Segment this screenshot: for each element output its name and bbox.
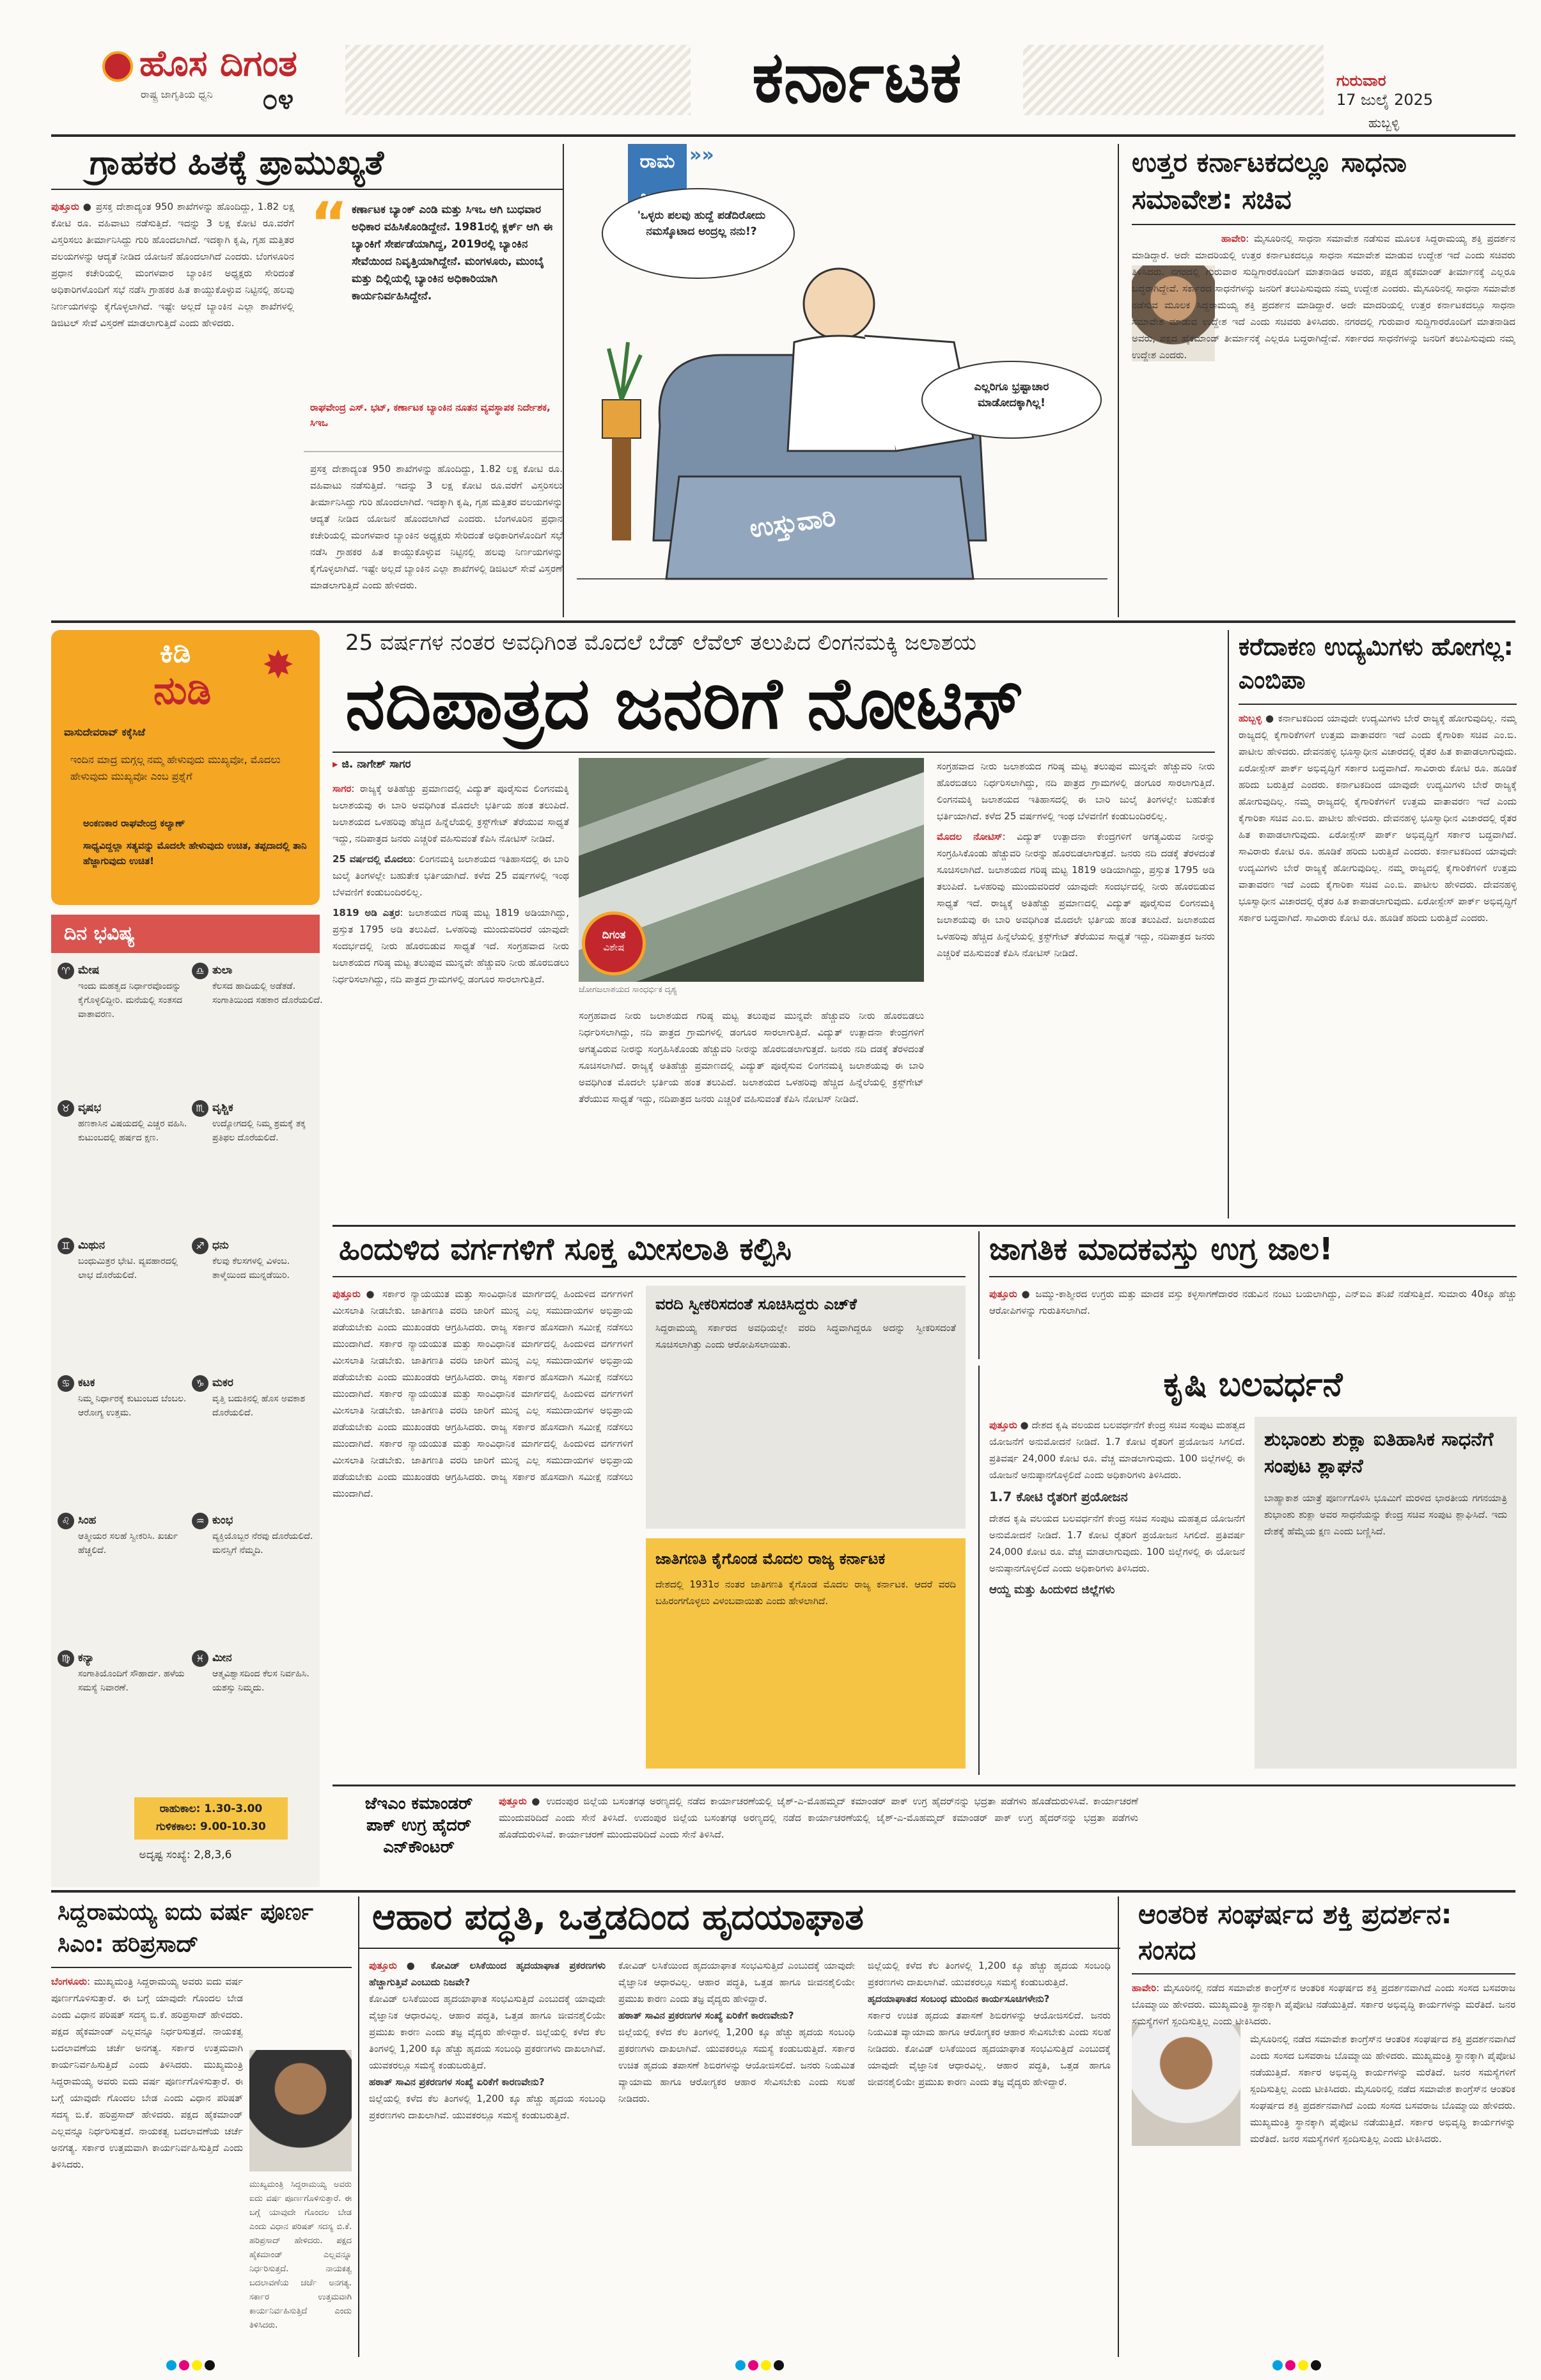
sign-name: ಧನು bbox=[212, 1239, 229, 1252]
byline bbox=[332, 758, 411, 771]
chevrons-icon: »» bbox=[689, 144, 714, 166]
dateline: ಹಾವೇರಿ bbox=[1132, 1982, 1157, 1994]
horoscope-sign bbox=[192, 1513, 323, 1557]
horoscope-sign bbox=[192, 1375, 323, 1420]
answer-1c: ಕೋವಿಡ್ ಲಸಿಕೆಯಿಂದ ಹೃದಯಾಘಾತ ಸಂಭವಿಸುತ್ತಿದೆ ಎಂಬುದಕ್ಕೆ ಯಾವುದೇ ವೈಜ್ಞಾನಿಕ ಆಧಾರವಿಲ್ಲ. ಆಹಾರ ಪದ್ಧತಿ, ಒತ್ತಡ ಹಾಗೂ ಜೀವನಶೈಲಿಯೇ ಪ್ರಮುಖ ಕಾರಣ ಎಂದು ತಜ್ಞ ವೈದ್ಯರು ಹೇಳಿದ್ದಾರೆ. bbox=[618, 1960, 855, 2005]
body-text-2: ಕರ್ನಾಟಕದಿಂದ ಯಾವುದೇ ಉದ್ಯಮಿಗಳು ಬೇರೆ ರಾಜ್ಯಕ್ಕೆ ಹೋಗುವುದಿಲ್ಲ. ನಮ್ಮ ರಾಜ್ಯದಲ್ಲಿ ಕೈಗಾರಿಕೆಗಳಿಗೆ ಉತ್ತಮ ವಾತಾವರಣ ಇದೆ ಎಂದು ಕೈಗಾರಿಕಾ ಸಚಿವ ಎಂ.ಬಿ. ಪಾಟೀಲ ಹೇಳಿದರು. ದೇವನಹಳ್ಳಿ ಭೂಸ್ವಾಧೀನ ವಿಚಾರದಲ್ಲಿ ರೈತರ ಹಿತ ಕಾಪಾಡಲಾಗುವುದು. ಏರೋಸ್ಪೇಸ್ ಪಾರ್ಕ್ ಅಭಿವೃದ್ಧಿಗೆ ಸರ್ಕಾರ ಬದ್ಧವಾಗಿದೆ. ಸಾವಿರಾರು ಕೋಟಿ ರೂ. ಹೂಡಿಕೆ ಹರಿದು ಬರುತ್ತಿದೆ ಎಂದರು. bbox=[1239, 779, 1517, 857]
horoscope-sign bbox=[58, 1650, 189, 1695]
zodiac-icon: ♍ bbox=[58, 1650, 74, 1667]
sign-header bbox=[58, 1513, 189, 1529]
horoscope-sign bbox=[58, 1375, 189, 1420]
story-body: ಹಾವೇರಿ: ಮೈಸೂರಿನಲ್ಲಿ ನಡೆದ ಸಮಾವೇಶ ಕಾಂಗ್ರೆಸ್‌ನ ಆಂತರಿಕ ಸಂಘರ್ಷದ ಶಕ್ತಿ ಪ್ರದರ್ಶನವಾಗಿದೆ ಎಂದು ಸಂಸದ ಬಸವರಾಜ ಬೊಮ್ಮಾಯಿ ಹೇಳಿದರು. ಮುಖ್ಯಮಂತ್ರಿ ಸ್ಥಾನಕ್ಕಾಗಿ ಪೈಪೋಟಿ ನಡೆಯುತ್ತಿದೆ. ಸರ್ಕಾರ ಅಭಿವೃದ್ಧಿ ಕಾರ್ಯಗಳನ್ನು ಮರೆತಿದೆ. ಜನರ ಸಮಸ್ಯೆಗಳಿಗೆ ಸ್ಪಂದಿಸುತ್ತಿಲ್ಲ ಎಂದು ಟೀಕಿಸಿದರು. bbox=[1132, 1982, 1515, 2027]
box2-body: ದೇಶದಲ್ಲಿ 1931ರ ನಂತರ ಜಾತಿಗಣತಿ ಕೈಗೊಂಡ ಮೊದಲ ರಾಜ್ಯ ಕರ್ನಾಟಕ. ಆದರೆ ವರದಿ ಬಹಿರಂಗಗೊಳ್ಳಲು ವಿಳಂಬವಾಯಿತು ಎಂದು ಹೇಳಲಾಗಿದೆ. bbox=[655, 1579, 956, 1607]
sign-header bbox=[192, 1375, 323, 1392]
sign-text: ಹಣಕಾಸಿನ ವಿಷಯದಲ್ಲಿ ಎಚ್ಚರ ವಹಿಸಿ. ಕುಟುಂಬದಲ್ಲಿ ಹರ್ಷದ ಕ್ಷಣ. bbox=[78, 1119, 187, 1143]
headline: ಆಂತರಿಕ ಸಂಘರ್ಷದ ಶಕ್ತಿ ಪ್ರದರ್ಶನ: ಸಂಸದ bbox=[1138, 1898, 1452, 1966]
kidi-author: ವಾಸುದೇವರಾವ್ ಕಕ್ಕೆಸಿಜೆ bbox=[64, 726, 145, 738]
lead-col-2 bbox=[579, 1007, 924, 1212]
special-badge bbox=[582, 911, 646, 975]
body-text-2: ಸರ್ಕಾರ ನ್ಯಾಯಯುತ ಮತ್ತು ಸಾಂವಿಧಾನಿಕ ಮಾರ್ಗದಲ್ಲಿ ಹಿಂದುಳಿದ ವರ್ಗಗಳಿಗೆ ಮೀಸಲಾತಿ ನೀಡಬೇಕು. ಜಾತಿಗಣತಿ ವರದಿ ಜಾರಿಗೆ ಮುನ್ನ ಎಲ್ಲ ಸಮುದಾಯಗಳ ಅಭಿಪ್ರಾಯ ಪಡೆಯಬೇಕು ಎಂದು ಮುಖಂಡರು ಆಗ್ರಹಿಸಿದರು. ರಾಜ್ಯ ಸರ್ಕಾರ ಹೊಸದಾಗಿ ಸಮೀಕ್ಷೆ ನಡೆಸಲು ಮುಂದಾಗಿದೆ. bbox=[332, 1338, 633, 1399]
byline-arrow-icon: ▸ bbox=[332, 758, 338, 771]
horoscope-sign bbox=[192, 1238, 323, 1282]
kidi-title-bottom: ನುಡಿ bbox=[153, 668, 212, 713]
dateline: ಪುತ್ತೂರು bbox=[499, 1795, 527, 1807]
badge-top: ದಿಗಂತ bbox=[602, 929, 626, 942]
body-text-3: ಸರ್ಕಾರ ನ್ಯಾಯಯುತ ಮತ್ತು ಸಾಂವಿಧಾನಿಕ ಮಾರ್ಗದಲ್ಲಿ ಹಿಂದುಳಿದ ವರ್ಗಗಳಿಗೆ ಮೀಸಲಾತಿ ನೀಡಬೇಕು. ಜಾತಿಗಣತಿ ವರದಿ ಜಾರಿಗೆ ಮುನ್ನ ಎಲ್ಲ ಸಮುದಾಯಗಳ ಅಭಿಪ್ರಾಯ ಪಡೆಯಬೇಕು ಎಂದು ಮುಖಂಡರು ಆಗ್ರಹಿಸಿದರು. ರಾಜ್ಯ ಸರ್ಕಾರ ಹೊಸದಾಗಿ ಸಮೀಕ್ಷೆ ನಡೆಸಲು ಮುಂದಾಗಿದೆ. bbox=[332, 1388, 633, 1449]
zodiac-icon: ♉ bbox=[58, 1100, 74, 1117]
body-text-2: ದೇಶದ ಕೃಷಿ ವಲಯದ ಬಲವರ್ಧನೆಗೆ ಕೇಂದ್ರ ಸಚಿವ ಸಂಪುಟ ಮಹತ್ವದ ಯೋಜನೆಗೆ ಅನುಮೋದನೆ ನೀಡಿದೆ. 1.7 ಕೋಟಿ ರೈತರಿಗೆ ಪ್ರಯೋಜನ ಸಿಗಲಿದೆ. ಪ್ರತಿವರ್ಷ 24,000 ಕೋಟಿ ರೂ. ವೆಚ್ಚ ಮಾಡಲಾಗುವುದು. 100 ಜಿಲ್ಲೆಗಳಲ್ಲಿ ಈ ಯೋಜನೆ ಅನುಷ್ಠಾನಗೊಳ್ಳಲಿದೆ ಎಂದು ಅಧಿಕಾರಿಗಳು ತಿಳಿಸಿದರು. bbox=[989, 1513, 1245, 1574]
body5a: ವಿದ್ಯುತ್ ಉತ್ಪಾದನಾ ಕೇಂದ್ರಗಳಿಗೆ ಅಗತ್ಯವಿರುವ ನೀರನ್ನು ಸಂಗ್ರಹಿಸಿಕೊಂಡು ಹೆಚ್ಚುವರಿ ನೀರನ್ನು ಹೊರಬಿಡಲಾಗುತ್ತದೆ. ಜನರು ನದಿ ದಡಕ್ಕೆ ತೆರಳದಂತೆ ಸೂಚಿಸಲಾಗಿದೆ. bbox=[579, 1027, 924, 1071]
heart-col-2 bbox=[618, 1957, 855, 2347]
headline: ಗ್ರಾಹಕರ ಹಿತಕ್ಕೆ ಪ್ರಾಮುಖ್ಯತೆ bbox=[90, 144, 384, 182]
registration-marks-center bbox=[735, 2360, 786, 2373]
box-report bbox=[646, 1286, 966, 1529]
story-body-cont: ಪ್ರಸಕ್ತ ದೇಶಾದ್ಯಂತ 950 ಶಾಖೆಗಳನ್ನು ಹೊಂದಿದ್ದು, 1.82 ಲಕ್ಷ ಕೋಟಿ ರೂ. ವಹಿವಾಟು ನಡೆಸುತ್ತಿದೆ. ಇದನ್ನು 3 ಲಕ್ಷ ಕೋಟಿ ರೂ.ವರೆಗೆ ವಿಸ್ತರಿಸಲು ತೀರ್ಮಾನಿಸಿದ್ದು ಗುರಿ ಹೊಂದಲಾಗಿದೆ. ಇದಕ್ಕಾಗಿ ಕೃಷಿ, ಗೃಹ ಮತ್ತಿತರ ವಲಯಗಳನ್ನು ಆದ್ಯತೆ ನೀಡಿದ ಯೋಜನೆ ಹೊಂದಲಾಗಿದೆ ಎಂದರು. ಬೆಂಗಳೂರಿನ ಪ್ರಧಾನ ಕಚೇರಿಯಲ್ಲಿ ಮಂಗಳವಾರ ಬ್ಯಾಂಕಿನ ಅಧ್ಯಕ್ಷರು ಸೇರಿದಂತೆ ಅಧಿಕಾರಿಗಳೊಂದಿಗೆ ಸಭೆ ನಡೆಸಿ ಗ್ರಾಹಕರ ಹಿತ ಕಾಯ್ದುಕೊಳ್ಳುವ ನಿಟ್ಟಿನಲ್ಲಿ ಹಲವು ನಿರ್ಣಯಗಳನ್ನು ಕೈಗೊಳ್ಳಲಾಗಿದೆ. ಇಷ್ಟೇ ಅಲ್ಲದೆ ಬ್ಯಾಂಕಿನ ಎಲ್ಲಾ ಶಾಖೆಗಳಲ್ಲಿ ಡಿಜಿಟಲ್ ಸೇವೆ ವಿಸ್ತರಣೆ ಮಾಡಲಾಗುತ್ತಿದೆ ಎಂದು ಹೇಳಿದರು. bbox=[310, 463, 563, 591]
story-body: ಹುಬ್ಬಳ್ಳಿ ● ಕರ್ನಾಟಕದಿಂದ ಯಾವುದೇ ಉದ್ಯಮಿಗಳು ಬೇರೆ ರಾಜ್ಯಕ್ಕೆ ಹೋಗುವುದಿಲ್ಲ. ನಮ್ಮ ರಾಜ್ಯದಲ್ಲಿ ಕೈಗಾರಿಕೆಗಳಿಗೆ ಉತ್ತಮ ವಾತಾವರಣ ಇದೆ ಎಂದು ಕೈಗಾರಿಕಾ ಸಚಿವ ಎಂ.ಬಿ. ಪಾಟೀಲ ಹೇಳಿದರು. ದೇವನಹಳ್ಳಿ ಭೂಸ್ವಾಧೀನ ವಿಚಾರದಲ್ಲಿ ರೈತರ ಹಿತ ಕಾಪಾಡಲಾಗುವುದು. ಏರೋಸ್ಪೇಸ್ ಪಾರ್ಕ್ ಅಭಿವೃದ್ಧಿಗೆ ಸರ್ಕಾರ ಬದ್ಧವಾಗಿದೆ. ಸಾವಿರಾರು ಕೋಟಿ ರೂ. ಹೂಡಿಕೆ ಹರಿದು ಬರುತ್ತಿದೆ ಎಂದರು. ಕರ್ನಾಟಕದಿಂದ ಯಾವುದೇ ಉದ್ಯಮಿಗಳು ಬೇರೆ ರಾಜ್ಯಕ್ಕೆ ಹೋಗುವುದಿಲ್ಲ. ನಮ್ಮ ರಾಜ್ಯದಲ್ಲಿ ಕೈಗಾರಿಕೆಗಳಿಗೆ ಉತ್ತಮ ವಾತಾವರಣ ಇದೆ ಎಂದು ಕೈಗಾರಿಕಾ ಸಚಿವ ಎಂ.ಬಿ. ಪಾಟೀಲ ಹೇಳಿದರು. ದೇವನಹಳ್ಳಿ ಭೂಸ್ವಾಧೀನ ವಿಚಾರದಲ್ಲಿ ರೈತರ ಹಿತ ಕಾಪಾಡಲಾಗುವುದು. ಏರೋಸ್ಪೇಸ್ ಪಾರ್ಕ್ ಅಭಿವೃದ್ಧಿಗೆ ಸರ್ಕಾರ ಬದ್ಧವಾಗಿದೆ. ಸಾವಿರಾರು ಕೋಟಿ ರೂ. ಹೂಡಿಕೆ ಹರಿದು ಬರುತ್ತಿದೆ ಎಂದರು. ಕರ್ನಾಟಕದಿಂದ ಯಾವುದೇ ಉದ್ಯಮಿಗಳು ಬೇರೆ ರಾಜ್ಯಕ್ಕೆ ಹೋಗುವುದಿಲ್ಲ. ನಮ್ಮ ರಾಜ್ಯದಲ್ಲಿ ಕೈಗಾರಿಕೆಗಳಿಗೆ ಉತ್ತಮ ವಾತಾವರಣ ಇದೆ ಎಂದು ಕೈಗಾರಿಕಾ ಸಚಿವ ಎಂ.ಬಿ. ಪಾಟೀಲ ಹೇಳಿದರು. ದೇವನಹಳ್ಳಿ ಭೂಸ್ವಾಧೀನ ವಿಚಾರದಲ್ಲಿ ರೈತರ ಹಿತ ಕಾಪಾಡಲಾಗುವುದು. ಏರೋಸ್ಪೇಸ್ ಪಾರ್ಕ್ ಅಭಿವೃದ್ಧಿಗೆ ಸರ್ಕಾರ ಬದ್ಧವಾಗಿದೆ. ಸಾವಿರಾರು ಕೋಟಿ ರೂ. ಹೂಡಿಕೆ ಹರಿದು ಬರುತ್ತಿದೆ ಎಂದರು. bbox=[1239, 713, 1517, 924]
sign-header bbox=[192, 1100, 323, 1117]
side-title: ಶುಭಾಂಶು ಶುಕ್ಲಾ ಐತಿಹಾಸಿಕ ಸಾಧನೆಗೆ ಸಂಪುಟ ಶ್ಲಾಘನೆ bbox=[1264, 1428, 1494, 1478]
heart-col-3 bbox=[868, 1957, 1111, 2347]
body-text-2: ಮುಖ್ಯಮಂತ್ರಿ ಸಿದ್ದರಾಮಯ್ಯ ಅವರು ಐದು ವರ್ಷ ಪೂರ್ಣಗೊಳಿಸುತ್ತಾರೆ. ಈ ಬಗ್ಗೆ ಯಾವುದೇ ಗೊಂದಲ ಬೇಡ ಎಂದು ವಿಧಾನ ಪರಿಷತ್ ಸದಸ್ಯ ಬಿ.ಕೆ. ಹರಿಪ್ರಸಾದ್ ಹೇಳಿದರು. ಪಕ್ಷದ ಹೈಕಮಾಂಡ್ ಎಲ್ಲವನ್ನೂ ನಿರ್ಧರಿಸುತ್ತದೆ. ನಾಯಕತ್ವ ಬದಲಾವಣೆಯ ಚರ್ಚೆ ಅನಗತ್ಯ. ಸರ್ಕಾರ ಉತ್ತಮವಾಗಿ ಕಾರ್ಯನಿರ್ವಹಿಸುತ್ತಿದೆ ಎಂದು ತಿಳಿಸಿದರು. bbox=[51, 2059, 243, 2170]
body2b: ಲಿಂಗನಮಕ್ಕಿ ಜಲಾಶಯದ ಇತಿಹಾಸದಲ್ಲಿ ಈ ಬಾರಿ ಜುಲೈ ತಿಂಗಳಲ್ಲೇ ಬಹುತೇಕ ಭರ್ತಿಯಾಗಿದೆ. ಕಳೆದ 25 ವರ್ಷಗಳಲ್ಲಿ ಇಂಥ ಬೆಳವಣಿಗೆ ಕಂಡುಬಂದಿರಲಿಲ್ಲ. bbox=[937, 794, 1215, 822]
body2: ಲಿಂಗನಮಕ್ಕಿ ಜಲಾಶಯದ ಇತಿಹಾಸದಲ್ಲಿ ಈ ಬಾರಿ ಜುಲೈ ತಿಂಗಳಲ್ಲೇ ಬಹುತೇಕ ಭರ್ತಿಯಾಗಿದೆ. ಕಳೆದ 25 ವರ್ಷಗಳಲ್ಲಿ ಇಂಥ ಬೆಳವಣಿಗೆ ಕಂಡುಬಂದಿರಲಿಲ್ಲ. bbox=[332, 853, 569, 898]
sign-name: ವೃಶ್ಚಿಕ bbox=[212, 1101, 233, 1114]
zodiac-icon: ♊ bbox=[58, 1238, 74, 1254]
shukla-box bbox=[1255, 1417, 1517, 1769]
dateline: ಪುತ್ತೂರು bbox=[989, 1288, 1017, 1300]
lucky-numbers: ಅದೃಷ್ಟ ಸಂಖ್ಯೆ: 2,8,3,6 bbox=[139, 1848, 232, 1861]
sign-text: ಆತ್ಮವಿಶ್ವಾಸದಿಂದ ಕೆಲಸ ನಿರ್ವಹಿಸಿ. ಯಶಸ್ಸು ನಿಮ್ಮದು. bbox=[212, 1669, 309, 1693]
box1-body: ಸಿದ್ದರಾಮಯ್ಯ ಸರ್ಕಾರದ ಅವಧಿಯಲ್ಲೇ ವರದಿ ಸಿದ್ಧವಾಗಿದ್ದರೂ ಅದನ್ನು ಸ್ವೀಕರಿಸದಂತೆ ಸೂಚಿಸಲಾಗಿತ್ತು ಎಂದು ಆರೋಪಿಸಲಾಯಿತು. bbox=[655, 1322, 956, 1350]
answer-2: ಜಿಲ್ಲೆಯಲ್ಲಿ ಕಳೆದ ಕೆಲ ತಿಂಗಳಲ್ಲಿ 1,200 ಕ್ಕೂ ಹೆಚ್ಚು ಹೃದಯ ಸಂಬಂಧಿ ಪ್ರಕರಣಗಳು ದಾಖಲಾಗಿವೆ. ಯುವಕರಲ್ಲೂ ಸಮಸ್ಯೆ ಕಂಡುಬರುತ್ತಿದೆ. bbox=[369, 2093, 606, 2121]
body-text-3: ಮೈಸೂರಿನಲ್ಲಿ ನಡೆದ ಸಮಾವೇಶ ಕಾಂಗ್ರೆಸ್‌ನ ಆಂತರಿಕ ಸಂಘರ್ಷದ ಶಕ್ತಿ ಪ್ರದರ್ಶನವಾಗಿದೆ ಎಂದು ಸಂಸದ ಬಸವರಾಜ ಬೊಮ್ಮಾಯಿ ಹೇಳಿದರು. ಮುಖ್ಯಮಂತ್ರಿ ಸ್ಥಾನಕ್ಕಾಗಿ ಪೈಪೋಟಿ ನಡೆಯುತ್ತಿದೆ. ಸರ್ಕಾರ ಅಭಿವೃದ್ಧಿ ಕಾರ್ಯಗಳನ್ನು ಮರೆತಿದೆ. ಜನರ ಸಮಸ್ಯೆಗಳಿಗೆ ಸ್ಪಂದಿಸುತ್ತಿಲ್ಲ ಎಂದು ಟೀಕಿಸಿದರು. bbox=[1250, 2083, 1515, 2145]
headline: ಹಿಂದುಳಿದ ವರ್ಗಗಳಿಗೆ ಸೂಕ್ತ ಮೀಸಲಾತಿ ಕಲ್ಪಿಸಿ bbox=[339, 1231, 792, 1267]
answer-2b: ಜಿಲ್ಲೆಯಲ್ಲಿ ಕಳೆದ ಕೆಲ ತಿಂಗಳಲ್ಲಿ 1,200 ಕ್ಕೂ ಹೆಚ್ಚು ಹೃದಯ ಸಂಬಂಧಿ ಪ್ರಕರಣಗಳು ದಾಖಲಾಗಿವೆ. ಯುವಕರಲ್ಲೂ ಸಮಸ್ಯೆ ಕಂಡುಬರುತ್ತಿದೆ. bbox=[618, 2026, 855, 2054]
sign-name: ಮೇಷ bbox=[78, 964, 100, 977]
body-text: ಮುಖ್ಯಮಂತ್ರಿ ಸಿದ್ದರಾಮಯ್ಯ ಅವರು ಐದು ವರ್ಷ ಪೂರ್ಣಗೊಳಿಸುತ್ತಾರೆ. ಈ ಬಗ್ಗೆ ಯಾವುದೇ ಗೊಂದಲ ಬೇಡ ಎಂದು ವಿಧಾನ ಪರಿಷತ್ ಸದಸ್ಯ ಬಿ.ಕೆ. ಹರಿಪ್ರಸಾದ್ ಹೇಳಿದರು. ಪಕ್ಷದ ಹೈಕಮಾಂಡ್ ಎಲ್ಲವನ್ನೂ ನಿರ್ಧರಿಸುತ್ತದೆ. ನಾಯಕತ್ವ ಬದಲಾವಣೆಯ ಚರ್ಚೆ ಅನಗತ್ಯ. ಸರ್ಕಾರ ಉತ್ತಮವಾಗಿ ಕಾರ್ಯನಿರ್ವಹಿಸುತ್ತಿದೆ ಎಂದು ತಿಳಿಸಿದರು. bbox=[51, 1976, 243, 2070]
answer-2c: ಜಿಲ್ಲೆಯಲ್ಲಿ ಕಳೆದ ಕೆಲ ತಿಂಗಳಲ್ಲಿ 1,200 ಕ್ಕೂ ಹೆಚ್ಚು ಹೃದಯ ಸಂಬಂಧಿ ಪ್ರಕರಣಗಳು ದಾಖಲಾಗಿವೆ. ಯುವಕರಲ್ಲೂ ಸಮಸ್ಯೆ ಕಂಡುಬರುತ್ತಿದೆ. bbox=[868, 1960, 1111, 1988]
heart-col-1: ಪುತ್ತೂರು ● ಕೋವಿಡ್ ಲಸಿಕೆಯಿಂದ ಹೃದಯಾಘಾತ ಪ್ರಕರಣಗಳು ಹೆಚ್ಚಾಗುತ್ತಿವೆ ಎಂಬುದು ನಿಜವೇ? ಕೋವಿಡ್ ಲಸಿಕೆಯಿಂದ ಹೃದಯಾಘಾತ ಸಂಭವಿಸುತ್ತಿದೆ ಎಂಬುದಕ್ಕೆ ಯಾವುದೇ ವೈಜ್ಞಾನಿಕ ಆಧಾರವಿಲ್ಲ. ಆಹಾರ ಪದ್ಧತಿ, ಒತ್ತಡ ಹಾಗೂ ಜೀವನಶೈಲಿಯೇ ಪ್ರಮುಖ ಕಾರಣ ಎಂದು ತಜ್ಞ ವೈದ್ಯರು ಹೇಳಿದ್ದಾರೆ. ಜಿಲ್ಲೆಯಲ್ಲಿ ಕಳೆದ ಕೆಲ ತಿಂಗಳಲ್ಲಿ 1,200 ಕ್ಕೂ ಹೆಚ್ಚು ಹೃದಯ ಸಂಬಂಧಿ ಪ್ರಕರಣಗಳು ದಾಖಲಾಗಿವೆ. ಯುವಕರಲ್ಲೂ ಸಮಸ್ಯೆ ಕಂಡುಬರುತ್ತಿದೆ. ಹಠಾತ್ ಸಾವಿನ ಪ್ರಕರಣಗಳ ಸಂಖ್ಯೆ ಏರಿಕೆಗೆ ಕಾರಣವೇನು? ಜಿಲ್ಲೆಯಲ್ಲಿ ಕಳೆದ ಕೆಲ ತಿಂಗಳಲ್ಲಿ 1,200 ಕ್ಕೂ ಹೆಚ್ಚು ಹೃದಯ ಸಂಬಂಧಿ ಪ್ರಕರಣಗಳು ದಾಖಲಾಗಿವೆ. ಯುವಕರಲ್ಲೂ ಸಮಸ್ಯೆ ಕಂಡುಬರುತ್ತಿದೆ. bbox=[369, 1960, 606, 2121]
kidi-line2: ಅಂಕಣಕಾರ ರಾಘವೇಂದ್ರ ಕಲ್ಯಾಣ್ bbox=[83, 817, 185, 829]
horoscope-sign bbox=[58, 1513, 189, 1557]
chair-label: ಉಸ್ತುವಾರಿ bbox=[747, 502, 838, 544]
badge-bottom: ವಿಶೇಷ bbox=[603, 942, 625, 953]
cartoon bbox=[563, 144, 1119, 617]
brand-name: ಹೊಸ ದಿಗಂತ bbox=[139, 42, 297, 84]
dateline: ಪುತ್ತೂರು bbox=[332, 1288, 361, 1300]
dateline: ಸಾಗರ bbox=[332, 783, 352, 794]
body-text: ಮೈಸೂರಿನಲ್ಲಿ ಸಾಧನಾ ಸಮಾವೇಶ ನಡೆಸುವ ಮೂಲಕ ಸಿದ್ದರಾಮಯ್ಯ ಶಕ್ತಿ ಪ್ರದರ್ಶನ ಮಾಡಿದ್ದಾರೆ. ಅದೇ ಮಾದರಿಯಲ್ಲಿ ಉತ್ತರ ಕರ್ನಾಟಕದಲ್ಲೂ ಸಾಧನಾ ಸಮಾವೇಶ ಮಾಡುವ ಉದ್ದೇಶ ಇದೆ ಎಂದು ಸಚಿವರು ತಿಳಿಸಿದರು. ನಗರದಲ್ಲಿ ಗುರುವಾರ ಸುದ್ದಿಗಾರರೊಂದಿಗೆ ಮಾತನಾಡಿದ ಅವರು, ಪಕ್ಷದ ಹೈಕಮಾಂಡ್ ತೀರ್ಮಾನಕ್ಕೆ ಎಲ್ಲರೂ ಬದ್ಧರಾಗಿದ್ದೇವೆ. ಸರ್ಕಾರದ ಸಾಧನೆಗಳನ್ನು ಜನರಿಗೆ ತಲುಪಿಸುವುದು ನಮ್ಮ ಉದ್ದೇಶ ಎಂದರು. bbox=[1132, 233, 1515, 294]
body-text: ಮೈಸೂರಿನಲ್ಲಿ ನಡೆದ ಸಮಾವೇಶ ಕಾಂಗ್ರೆಸ್‌ನ ಆಂತರಿಕ ಸಂಘರ್ಷದ ಶಕ್ತಿ ಪ್ರದರ್ಶನವಾಗಿದೆ ಎಂದು ಸಂಸದ ಬಸವರಾಜ ಬೊಮ್ಮಾಯಿ ಹೇಳಿದರು. ಮುಖ್ಯಮಂತ್ರಿ ಸ್ಥಾನಕ್ಕಾಗಿ ಪೈಪೋಟಿ ನಡೆಯುತ್ತಿದೆ. ಸರ್ಕಾರ ಅಭಿವೃದ್ಧಿ ಕಾರ್ಯಗಳನ್ನು ಮರೆತಿದೆ. ಜನರ ಸಮಸ್ಯೆಗಳಿಗೆ ಸ್ಪಂದಿಸುತ್ತಿಲ್ಲ ಎಂದು ಟೀಕಿಸಿದರು. bbox=[1132, 1982, 1515, 2027]
sign-header bbox=[192, 1650, 323, 1667]
kidi-title-top: ಕಿಡಿ bbox=[160, 636, 191, 669]
pull-quote: ಕರ್ಣಾಟಕ ಬ್ಯಾಂಕ್ ಎಂಡಿ ಮತ್ತು ಸಿಇಒ ಆಗಿ ಬುಧವಾರ ಅಧಿಕಾರ ವಹಿಸಿಕೊಂಡಿದ್ದೇನೆ. 1981ರಲ್ಲಿ ಕ್ಲರ್ಕ್ ಆಗಿ ಈ ಬ್ಯಾಂಕಿಗೆ ಸೇರ್ಪಡೆಯಾಗಿದ್ದ, 2019ರಲ್ಲಿ ಬ್ಯಾಂಕಿನ ಸೇವೆಯಿಂದ ನಿವೃತ್ತಿಯಾಗಿದ್ದೇನೆ. ಮಂಗಳೂರು, ಮುಂಬೈ ಮತ್ತು ದಿಲ್ಲಿಯಲ್ಲಿ ಬ್ಯಾಂಕಿನ ಅಧಿಕಾರಿಯಾಗಿ ಕಾರ್ಯನಿರ್ವಹಿಸಿದ್ದೇನೆ. bbox=[352, 203, 553, 303]
highlight-1: 1.7 ಕೋಟಿ ರೈತರಿಗೆ ಪ್ರಯೋಜನ bbox=[989, 1489, 1128, 1504]
tag-top: ರಾಮ bbox=[639, 150, 675, 173]
story-drugs bbox=[978, 1231, 1515, 1359]
sign-text: ವೃತ್ತಿ ಬದುಕಿನಲ್ಲಿ ಹೊಸ ಅವಕಾಶ ದೊರೆಯಲಿದೆ. bbox=[212, 1394, 306, 1418]
headline: ಕೃಷಿ ಬಲವರ್ಧನೆ bbox=[1163, 1366, 1343, 1404]
dateline: ಹಾವೇರಿ bbox=[1221, 233, 1246, 244]
sign-header bbox=[58, 963, 189, 979]
question-2: ಹಠಾತ್ ಸಾವಿನ ಪ್ರಕರಣಗಳ ಸಂಖ್ಯೆ ಏರಿಕೆಗೆ ಕಾರಣವೇನು? bbox=[369, 2076, 545, 2088]
masthead bbox=[0, 0, 1541, 141]
zodiac-icon: ♋ bbox=[58, 1375, 74, 1392]
sign-name: ವೃಷಭ bbox=[78, 1101, 102, 1114]
story-body-cont bbox=[1250, 2031, 1515, 2351]
story-body: ಪುತ್ತೂರು ● ದೇಶದ ಕೃಷಿ ವಲಯದ ಬಲವರ್ಧನೆಗೆ ಕೇಂದ್ರ ಸಚಿವ ಸಂಪುಟ ಮಹತ್ವದ ಯೋಜನೆಗೆ ಅನುಮೋದನೆ ನೀಡಿದೆ. 1.7 ಕೋಟಿ ರೈತರಿಗೆ ಪ್ರಯೋಜನ ಸಿಗಲಿದೆ. ಪ್ರತಿವರ್ಷ 24,000 ಕೋಟಿ ರೂ. ವೆಚ್ಚ ಮಾಡಲಾಗುವುದು. 100 ಜಿಲ್ಲೆಗಳಲ್ಲಿ ಈ ಯೋಜನೆ ಅನುಷ್ಠಾನಗೊಳ್ಳಲಿದೆ ಎಂದು ಅಧಿಕಾರಿಗಳು ತಿಳಿಸಿದರು. 1.7 ಕೋಟಿ ರೈತರಿಗೆ ಪ್ರಯೋಜನ ದೇಶದ ಕೃಷಿ ವಲಯದ ಬಲವರ್ಧನೆಗೆ ಕೇಂದ್ರ ಸಚಿವ ಸಂಪುಟ ಮಹತ್ವದ ಯೋಜನೆಗೆ ಅನುಮೋದನೆ ನೀಡಿದೆ. 1.7 ಕೋಟಿ ರೈತರಿಗೆ ಪ್ರಯೋಜನ ಸಿಗಲಿದೆ. ಪ್ರತಿವರ್ಷ 24,000 ಕೋಟಿ ರೂ. ವೆಚ್ಚ ಮಾಡಲಾಗುವುದು. 100 ಜಿಲ್ಲೆಗಳಲ್ಲಿ ಈ ಯೋಜನೆ ಅನುಷ್ಠಾನಗೊಳ್ಳಲಿದೆ ಎಂದು ಅಧಿಕಾರಿಗಳು ತಿಳಿಸಿದರು. ಆಯ್ದ ಮತ್ತು ಹಿಂದುಳಿದ ಜಿಲ್ಲೆಗಳು bbox=[989, 1417, 1245, 1769]
sign-name: ಸಿಂಹ bbox=[78, 1514, 97, 1527]
sign-name: ಮಿಥುನ bbox=[78, 1239, 106, 1252]
spark-icon: ✸ bbox=[262, 643, 295, 688]
story-north bbox=[1132, 144, 1515, 617]
sign-name: ಮಕರ bbox=[212, 1376, 233, 1389]
body1c: ರಾಜ್ಯಕ್ಕೆ ಅತಿಹೆಚ್ಚು ಪ್ರಮಾಣದಲ್ಲಿ ವಿದ್ಯುತ್ ಪೂರೈಸುವ ಲಿಂಗನಮಕ್ಕಿ ಜಲಾಶಯವು ಈ ಬಾರಿ ಅವಧಿಗಿಂತ ಮೊದಲೇ ಭರ್ತಿಯ ಹಂತ ತಲುಪಿದೆ. ಜಲಾಶಯದ ಒಳಹರಿವು ಹೆಚ್ಚಿದ ಹಿನ್ನೆಲೆಯಲ್ಲಿ ಕ್ರಸ್ಟ್‌ಗೇಟ್ ತೆರೆಯುವ ಸಾಧ್ಯತೆ ಇದ್ದು, ನದಿಪಾತ್ರದ ಜನರು ಎಚ್ಚರಿಕೆ ವಹಿಸುವಂತೆ ಕೆಪಿಸಿ ನೋಟಿಸ್ ನೀಡಿದೆ. bbox=[937, 897, 1215, 959]
box-caste-census bbox=[646, 1538, 966, 1769]
kidi-line3: ಸಾಧ್ಯವಿದ್ದಲ್ಲಾ ಸತ್ಯವನ್ನು ಮೊದಲೇ ಹೇಳುವುದು ಉಚಿತ, ತಪ್ಪದಾದಲ್ಲಿ ತಾನಿ ಹೆಜ್ಜಾಗುವುದು ಉಚಿತ! bbox=[83, 840, 307, 867]
story-body: ಪುತ್ತೂರು ● ಉದಂಪುರ ಜಿಲ್ಲೆಯ ಬಸಂತಗಢ ಅರಣ್ಯದಲ್ಲಿ ನಡೆದ ಕಾರ್ಯಾಚರಣೆಯಲ್ಲಿ ಜೈಶ್-ಎ-ಮೊಹಮ್ಮದ್ ಕಮಾಂಡರ್ ಪಾಕ್ ಉಗ್ರ ಹೈದರ್‌ನನ್ನು ಭದ್ರತಾ ಪಡೆಗಳು ಹೊಡೆದುರುಳಿಸಿವೆ. ಕಾರ್ಯಾಚರಣೆ ಮುಂದುವರಿದಿದೆ ಎಂದು ಸೇನೆ ತಿಳಿಸಿದೆ. ಉದಂಪುರ ಜಿಲ್ಲೆಯ ಬಸಂತಗಢ ಅರಣ್ಯದಲ್ಲಿ ನಡೆದ ಕಾರ್ಯಾಚರಣೆಯಲ್ಲಿ ಜೈಶ್-ಎ-ಮೊಹಮ್ಮದ್ ಕಮಾಂಡರ್ ಪಾಕ್ ಉಗ್ರ ಹೈದರ್‌ನನ್ನು ಭದ್ರತಾ ಪಡೆಗಳು ಹೊಡೆದುರುಳಿಸಿವೆ. ಕಾರ್ಯಾಚರಣೆ ಮುಂದುವರಿದಿದೆ ಎಂದು ಸೇನೆ ತಿಳಿಸಿದೆ. bbox=[499, 1795, 1138, 1840]
zodiac-icon: ♑ bbox=[192, 1375, 208, 1392]
photo-caption: ಜೋಗಜಲಾಶಯದ ಸಾಂಧರ್ಭಿಕ ದೃಶ್ಯ bbox=[579, 985, 677, 995]
page-number: ೦೪ bbox=[262, 83, 294, 116]
headline: ಸಿದ್ದರಾಮಯ್ಯ ಐದು ವರ್ಷ ಪೂರ್ಣ ಸಿಎಂ: ಹರಿಪ್ರಸಾದ್ bbox=[58, 1899, 313, 1957]
horoscope-sign bbox=[192, 1650, 323, 1695]
answer-1b: ಜಿಲ್ಲೆಯಲ್ಲಿ ಕಳೆದ ಕೆಲ ತಿಂಗಳಲ್ಲಿ 1,200 ಕ್ಕೂ ಹೆಚ್ಚು ಹೃದಯ ಸಂಬಂಧಿ ಪ್ರಕರಣಗಳು ದಾಖಲಾಗಿವೆ. ಯುವಕರಲ್ಲೂ ಸಮಸ್ಯೆ ಕಂಡುಬರುತ್ತಿದೆ. bbox=[369, 2026, 606, 2071]
rahukala: ರಾಹುಕಾಲ: 1.30-3.00 bbox=[159, 1802, 263, 1815]
body4b: ಸಂಗ್ರಹವಾದ ನೀರು ಜಲಾಶಯದ ಗರಿಷ್ಠ ಮಟ್ಟ ತಲುಪುವ ಮುನ್ನವೇ ಹೆಚ್ಚುವರಿ ನೀರು ಹೊರಬಿಡಲು ನಿರ್ಧರಿಸಲಾಗಿದ್ದು, ನದಿ ಪಾತ್ರದ ಗ್ರಾಮಗಳಲ್ಲಿ ಡಂಗೂರ ಸಾರಲಾಗುತ್ತಿದೆ. bbox=[937, 760, 1215, 789]
lead-headline: ನದಿಪಾತ್ರದ ಜನರಿಗೆ ನೋಟಿಸ್ bbox=[345, 661, 1024, 745]
story-heart bbox=[358, 1896, 1119, 2357]
horoscope bbox=[51, 915, 323, 1887]
gulika: ಗುಳಿಕಕಾಲ: 9.00-10.30 bbox=[156, 1820, 266, 1833]
speech-bubble-2: ಎಲ್ಲರಿಗೂ ಭ್ರಷ್ಟಾಚಾರ ಮಾಡೋದಕ್ಕಾಗಿಲ್ಲ! bbox=[974, 381, 1049, 409]
dateline: ಬೆಂಗಳೂರು bbox=[51, 1976, 88, 1987]
horoscope-sign bbox=[192, 1100, 323, 1145]
story-siddu bbox=[51, 1896, 352, 2357]
body-text: ಸರ್ಕಾರ ನ್ಯಾಯಯುತ ಮತ್ತು ಸಾಂವಿಧಾನಿಕ ಮಾರ್ಗದಲ್ಲಿ ಹಿಂದುಳಿದ ವರ್ಗಗಳಿಗೆ ಮೀಸಲಾತಿ ನೀಡಬೇಕು. ಜಾತಿಗಣತಿ ವರದಿ ಜಾರಿಗೆ ಮುನ್ನ ಎಲ್ಲ ಸಮುದಾಯಗಳ ಅಭಿಪ್ರಾಯ ಪಡೆಯಬೇಕು ಎಂದು ಮುಖಂಡರು ಆಗ್ರಹಿಸಿದರು. ರಾಜ್ಯ ಸರ್ಕಾರ ಹೊಸದಾಗಿ ಸಮೀಕ್ಷೆ ನಡೆಸಲು ಮುಂದಾಗಿದೆ. bbox=[332, 1288, 633, 1350]
quote-attribution: ರಾಘವೇಂದ್ರ ಎಸ್. ಭಟ್, ಕರ್ಣಾಟಕ ಬ್ಯಾಂಕಿನ ನೂತನ ವ್ಯವಸ್ಥಾಪಕ ನಿರ್ದೇಶಕ, ಸಿಇಒ bbox=[310, 402, 551, 429]
sign-text: ಆತ್ಮೀಯರ ಸಲಹೆ ಸ್ವೀಕರಿಸಿ. ಖರ್ಚು ಹೆಚ್ಚಲಿದೆ. bbox=[78, 1531, 178, 1556]
section-title: ಕರ್ನಾಟಕ bbox=[691, 38, 1023, 115]
dateline: ಪುತ್ತೂರು bbox=[989, 1419, 1017, 1431]
sign-header bbox=[58, 1100, 189, 1117]
haripradsad-photo bbox=[249, 2050, 352, 2171]
answer-1d: ಕೋವಿಡ್ ಲಸಿಕೆಯಿಂದ ಹೃದಯಾಘಾತ ಸಂಭವಿಸುತ್ತಿದೆ ಎಂಬುದಕ್ಕೆ ಯಾವುದೇ ವೈಜ್ಞಾನಿಕ ಆಧಾರವಿಲ್ಲ. ಆಹಾರ ಪದ್ಧತಿ, ಒತ್ತಡ ಹಾಗೂ ಜೀವನಶೈಲಿಯೇ ಪ್ರಮುಖ ಕಾರಣ ಎಂದು ತಜ್ಞ ವೈದ್ಯರು ಹೇಳಿದ್ದಾರೆ. bbox=[868, 2043, 1111, 2088]
answer-3b: ಸರ್ಕಾರ ಉಚಿತ ಹೃದಯ ತಪಾಸಣೆ ಶಿಬಿರಗಳನ್ನು ಆಯೋಜಿಸಲಿದೆ. ಜನರು ನಿಯಮಿತ ವ್ಯಾಯಾಮ ಹಾಗೂ ಆರೋಗ್ಯಕರ ಆಹಾರ ಸೇವಿಸಬೇಕು ಎಂದು ಸಲಹೆ ನೀಡಿದರು. bbox=[618, 2043, 855, 2104]
date-city: ಹುಬ್ಬಳ್ಳಿ bbox=[1368, 115, 1400, 130]
horoscope-title-bar bbox=[51, 915, 320, 953]
sign-header bbox=[58, 1650, 189, 1667]
lead-col-1: ಸಾಗರ: ರಾಜ್ಯಕ್ಕೆ ಅತಿಹೆಚ್ಚು ಪ್ರಮಾಣದಲ್ಲಿ ವಿದ್ಯುತ್ ಪೂರೈಸುವ ಲಿಂಗನಮಕ್ಕಿ ಜಲಾಶಯವು ಈ ಬಾರಿ ಅವಧಿಗಿಂತ ಮೊದಲೇ ಭರ್ತಿಯ ಹಂತ ತಲುಪಿದೆ. ಜಲಾಶಯದ ಒಳಹರಿವು ಹೆಚ್ಚಿದ ಹಿನ್ನೆಲೆಯಲ್ಲಿ ಕ್ರಸ್ಟ್‌ಗೇಟ್ ತೆರೆಯುವ ಸಾಧ್ಯತೆ ಇದ್ದು, ನದಿಪಾತ್ರದ ಜನರು ಎಚ್ಚರಿಕೆ ವಹಿಸುವಂತೆ ಕೆಪಿಸಿ ನೋಟಿಸ್ ನೀಡಿದೆ. 25 ವರ್ಷದಲ್ಲಿ ಮೊದಲು: ಲಿಂಗನಮಕ್ಕಿ ಜಲಾಶಯದ ಇತಿಹಾಸದಲ್ಲಿ ಈ ಬಾರಿ ಜುಲೈ ತಿಂಗಳಲ್ಲೇ ಬಹುತೇಕ ಭರ್ತಿಯಾಗಿದೆ. ಕಳೆದ 25 ವರ್ಷಗಳಲ್ಲಿ ಇಂಥ ಬೆಳವಣಿಗೆ ಕಂಡುಬಂದಿರಲಿಲ್ಲ. 1819 ಅಡಿ ಎತ್ತರ: ಜಲಾಶಯದ ಗರಿಷ್ಠ ಮಟ್ಟ 1819 ಅಡಿಯಾಗಿದ್ದು, ಪ್ರಸ್ತುತ 1795 ಅಡಿ ತಲುಪಿದೆ. ಒಳಹರಿವು ಮುಂದುವರಿದರೆ ಯಾವುದೇ ಸಂದರ್ಭದಲ್ಲಿ ನೀರು ಹೊರಬಿಡುವ ಸಾಧ್ಯತೆ ಇದೆ. ಸಂಗ್ರಹವಾದ ನೀರು ಜಲಾಶಯದ ಗರಿಷ್ಠ ಮಟ್ಟ ತಲುಪುವ ಮುನ್ನವೇ ಹೆಚ್ಚುವರಿ ನೀರು ಹೊರಬಿಡಲು ನಿರ್ಧರಿಸಲಾಗಿದ್ದು, ನದಿ ಪಾತ್ರದ ಗ್ರಾಮಗಳಲ್ಲಿ ಡಂಗೂರ ಸಾರಲಾಗುತ್ತಿದೆ. bbox=[332, 783, 569, 985]
dateline: ಹುಬ್ಬಳ್ಳಿ bbox=[1239, 713, 1262, 724]
story-consumer bbox=[51, 144, 563, 617]
subhead2: 1819 ಅಡಿ ಎತ್ತರ bbox=[332, 907, 400, 918]
sign-name: ಕುಂಭ bbox=[212, 1514, 233, 1527]
story-body: ಪುತ್ತೂರು ● ಸರ್ಕಾರ ನ್ಯಾಯಯುತ ಮತ್ತು ಸಾಂವಿಧಾನಿಕ ಮಾರ್ಗದಲ್ಲಿ ಹಿಂದುಳಿದ ವರ್ಗಗಳಿಗೆ ಮೀಸಲಾತಿ ನೀಡಬೇಕು. ಜಾತಿಗಣತಿ ವರದಿ ಜಾರಿಗೆ ಮುನ್ನ ಎಲ್ಲ ಸಮುದಾಯಗಳ ಅಭಿಪ್ರಾಯ ಪಡೆಯಬೇಕು ಎಂದು ಮುಖಂಡರು ಆಗ್ರಹಿಸಿದರು. ರಾಜ್ಯ ಸರ್ಕಾರ ಹೊಸದಾಗಿ ಸಮೀಕ್ಷೆ ನಡೆಸಲು ಮುಂದಾಗಿದೆ. ಸರ್ಕಾರ ನ್ಯಾಯಯುತ ಮತ್ತು ಸಾಂವಿಧಾನಿಕ ಮಾರ್ಗದಲ್ಲಿ ಹಿಂದುಳಿದ ವರ್ಗಗಳಿಗೆ ಮೀಸಲಾತಿ ನೀಡಬೇಕು. ಜಾತಿಗಣತಿ ವರದಿ ಜಾರಿಗೆ ಮುನ್ನ ಎಲ್ಲ ಸಮುದಾಯಗಳ ಅಭಿಪ್ರಾಯ ಪಡೆಯಬೇಕು ಎಂದು ಮುಖಂಡರು ಆಗ್ರಹಿಸಿದರು. ರಾಜ್ಯ ಸರ್ಕಾರ ಹೊಸದಾಗಿ ಸಮೀಕ್ಷೆ ನಡೆಸಲು ಮುಂದಾಗಿದೆ. ಸರ್ಕಾರ ನ್ಯಾಯಯುತ ಮತ್ತು ಸಾಂವಿಧಾನಿಕ ಮಾರ್ಗದಲ್ಲಿ ಹಿಂದುಳಿದ ವರ್ಗಗಳಿಗೆ ಮೀಸಲಾತಿ ನೀಡಬೇಕು. ಜಾತಿಗಣತಿ ವರದಿ ಜಾರಿಗೆ ಮುನ್ನ ಎಲ್ಲ ಸಮುದಾಯಗಳ ಅಭಿಪ್ರಾಯ ಪಡೆಯಬೇಕು ಎಂದು ಮುಖಂಡರು ಆಗ್ರಹಿಸಿದರು. ರಾಜ್ಯ ಸರ್ಕಾರ ಹೊಸದಾಗಿ ಸಮೀಕ್ಷೆ ನಡೆಸಲು ಮುಂದಾಗಿದೆ. ಸರ್ಕಾರ ನ್ಯಾಯಯುತ ಮತ್ತು ಸಾಂವಿಧಾನಿಕ ಮಾರ್ಗದಲ್ಲಿ ಹಿಂದುಳಿದ ವರ್ಗಗಳಿಗೆ ಮೀಸಲಾತಿ ನೀಡಬೇಕು. ಜಾತಿಗಣತಿ ವರದಿ ಜಾರಿಗೆ ಮುನ್ನ ಎಲ್ಲ ಸಮುದಾಯಗಳ ಅಭಿಪ್ರಾಯ ಪಡೆಯಬೇಕು ಎಂದು ಮುಖಂಡರು ಆಗ್ರಹಿಸಿದರು. ರಾಜ್ಯ ಸರ್ಕಾರ ಹೊಸದಾಗಿ ಸಮೀಕ್ಷೆ ನಡೆಸಲು ಮುಂದಾಗಿದೆ. bbox=[332, 1288, 633, 1499]
body4: ಸಂಗ್ರಹವಾದ ನೀರು ಜಲಾಶಯದ ಗರಿಷ್ಠ ಮಟ್ಟ ತಲುಪುವ ಮುನ್ನವೇ ಹೆಚ್ಚುವರಿ ನೀರು ಹೊರಬಿಡಲು ನಿರ್ಧರಿಸಲಾಗಿದ್ದು, ನದಿ ಪಾತ್ರದ ಗ್ರಾಮಗಳಲ್ಲಿ ಡಂಗೂರ ಸಾರಲಾಗುತ್ತಿದೆ. bbox=[579, 1010, 924, 1038]
box2-title: ಜಾತಿಗಣತಿ ಕೈಗೊಂಡ ಮೊದಲ ರಾಜ್ಯ ಕರ್ನಾಟಕ bbox=[655, 1550, 886, 1568]
sign-text: ವ್ಯಕ್ತಿಯೊಬ್ಬರ ನೆರವು ದೊರೆಯಲಿದೆ. ಮನಸ್ಸಿಗೆ ನೆಮ್ಮದಿ. bbox=[212, 1531, 313, 1556]
body-text-cont: ಮೈಸೂರಿನಲ್ಲಿ ಸಾಧನಾ ಸಮಾವೇಶ ನಡೆಸುವ ಮೂಲಕ ಸಿದ್ದರಾಮಯ್ಯ ಶಕ್ತಿ ಪ್ರದರ್ಶನ ಮಾಡಿದ್ದಾರೆ. ಅದೇ ಮಾದರಿಯಲ್ಲಿ ಉತ್ತರ ಕರ್ನಾಟಕದಲ್ಲೂ ಸಾಧನಾ ಸಮಾವೇಶ ಮಾಡುವ ಉದ್ದೇಶ ಇದೆ ಎಂದು ಸಚಿವರು ತಿಳಿಸಿದರು. ನಗರದಲ್ಲಿ ಗುರುವಾರ ಸುದ್ದಿಗಾರರೊಂದಿಗೆ ಮಾತನಾಡಿದ ಅವರು, ಪಕ್ಷದ ಹೈಕಮಾಂಡ್ ತೀರ್ಮಾನಕ್ಕೆ ಎಲ್ಲರೂ ಬದ್ಧರಾಗಿದ್ದೇವೆ. ಸರ್ಕಾರದ ಸಾಧನೆಗಳನ್ನು ಜನರಿಗೆ ತಲುಪಿಸುವುದು ನಮ್ಮ ಉದ್ದೇಶ ಎಂದರು. bbox=[1132, 283, 1515, 361]
sign-text: ಕೆಲಸದ ಹಾದಿಯಲ್ಲಿ ಅಡೆತಡೆ. ಸಂಗಾತಿಯಿಂದ ಸಹಕಾರ ದೊರೆಯಲಿದೆ. bbox=[212, 981, 323, 1005]
date-full: 17 ಜುಲೈ 2025 bbox=[1336, 91, 1434, 109]
story-body-cont: ಮುಖ್ಯಮಂತ್ರಿ ಸಿದ್ದರಾಮಯ್ಯ ಅವರು ಐದು ವರ್ಷ ಪೂರ್ಣಗೊಳಿಸುತ್ತಾರೆ. ಈ ಬಗ್ಗೆ ಯಾವುದೇ ಗೊಂದಲ ಬೇಡ ಎಂದು ವಿಧಾನ ಪರಿಷತ್ ಸದಸ್ಯ ಬಿ.ಕೆ. ಹರಿಪ್ರಸಾದ್ ಹೇಳಿದರು. ಪಕ್ಷದ ಹೈಕಮಾಂಡ್ ಎಲ್ಲವನ್ನೂ ನಿರ್ಧರಿಸುತ್ತದೆ. ನಾಯಕತ್ವ ಬದಲಾವಣೆಯ ಚರ್ಚೆ ಅನಗತ್ಯ. ಸರ್ಕಾರ ಉತ್ತಮವಾಗಿ ಕಾರ್ಯನಿರ್ವಹಿಸುತ್ತಿದೆ ಎಂದು ತಿಳಿಸಿದರು. bbox=[249, 2180, 352, 2330]
horoscope-title: ದಿನ ಭವಿಷ್ಯ bbox=[64, 922, 135, 945]
sign-name: ಕನ್ಯಾ bbox=[78, 1651, 95, 1664]
kidi-text: ಇಂದಿನ ಮಾದ್ರ ಮಗ್ಗಲ್ಗ ನಮ್ಮ ಹೇಳುವುದು ಮುಖ್ಯವೋ, ಮೊದಲು ಹೇಳುವುದು ಮುಖ್ಯವೋ ಎಂಬ ಪ್ರಶ್ನೆಗೆ bbox=[70, 753, 281, 782]
zodiac-icon: ♒ bbox=[192, 1513, 208, 1529]
story-encounter bbox=[332, 1785, 1515, 1880]
sign-text: ಉದ್ಯೋಗದಲ್ಲಿ ನಿಮ್ಮ ಶ್ರಮಕ್ಕೆ ತಕ್ಕ ಪ್ರತಿಫಲ ದೊರೆಯಲಿದೆ. bbox=[212, 1119, 306, 1143]
body3b: ಸಂಗ್ರಹವಾದ ನೀರು ಜಲಾಶಯದ ಗರಿಷ್ಠ ಮಟ್ಟ ತಲುಪುವ ಮುನ್ನವೇ ಹೆಚ್ಚುವರಿ ನೀರು ಹೊರಬಿಡಲು ನಿರ್ಧರಿಸಲಾಗಿದ್ದು, ನದಿ ಪಾತ್ರದ ಗ್ರಾಮಗಳಲ್ಲಿ ಡಂಗೂರ ಸಾರಲಾಗುತ್ತಿದೆ. bbox=[332, 940, 569, 985]
zodiac-icon: ♈ bbox=[58, 963, 74, 979]
dateline: ಪುತ್ತೂರು bbox=[369, 1960, 397, 1971]
story-body: ಬೆಂಗಳೂರು: ಮುಖ್ಯಮಂತ್ರಿ ಸಿದ್ದರಾಮಯ್ಯ ಅವರು ಐದು ವರ್ಷ ಪೂರ್ಣಗೊಳಿಸುತ್ತಾರೆ. ಈ ಬಗ್ಗೆ ಯಾವುದೇ ಗೊಂದಲ ಬೇಡ ಎಂದು ವಿಧಾನ ಪರಿಷತ್ ಸದಸ್ಯ ಬಿ.ಕೆ. ಹರಿಪ್ರಸಾದ್ ಹೇಳಿದರು. ಪಕ್ಷದ ಹೈಕಮಾಂಡ್ ಎಲ್ಲವನ್ನೂ ನಿರ್ಧರಿಸುತ್ತದೆ. ನಾಯಕತ್ವ ಬದಲಾವಣೆಯ ಚರ್ಚೆ ಅನಗತ್ಯ. ಸರ್ಕಾರ ಉತ್ತಮವಾಗಿ ಕಾರ್ಯನಿರ್ವಹಿಸುತ್ತಿದೆ ಎಂದು ತಿಳಿಸಿದರು. ಮುಖ್ಯಮಂತ್ರಿ ಸಿದ್ದರಾಮಯ್ಯ ಅವರು ಐದು ವರ್ಷ ಪೂರ್ಣಗೊಳಿಸುತ್ತಾರೆ. ಈ ಬಗ್ಗೆ ಯಾವುದೇ ಗೊಂದಲ ಬೇಡ ಎಂದು ವಿಧಾನ ಪರಿಷತ್ ಸದಸ್ಯ ಬಿ.ಕೆ. ಹರಿಪ್ರಸಾದ್ ಹೇಳಿದರು. ಪಕ್ಷದ ಹೈಕಮಾಂಡ್ ಎಲ್ಲವನ್ನೂ ನಿರ್ಧರಿಸುತ್ತದೆ. ನಾಯಕತ್ವ ಬದಲಾವಣೆಯ ಚರ್ಚೆ ಅನಗತ್ಯ. ಸರ್ಕಾರ ಉತ್ತಮವಾಗಿ ಕಾರ್ಯನಿರ್ವಹಿಸುತ್ತಿದೆ ಎಂದು ತಿಳಿಸಿದರು. bbox=[51, 1976, 243, 2170]
speech-bubble-1: 'ಒಳ್ಳರು ಪಲವು ಹುದ್ದೆ ಪಡೆದಿರೋದು ನಮಸ್ಕೊಟಾದ ಅಂದ್ರಲ್ಲ ನನು!? bbox=[637, 209, 766, 238]
body-text-2: ಉದಂಪುರ ಜಿಲ್ಲೆಯ ಬಸಂತಗಢ ಅರಣ್ಯದಲ್ಲಿ ನಡೆದ ಕಾರ್ಯಾಚರಣೆಯಲ್ಲಿ ಜೈಶ್-ಎ-ಮೊಹಮ್ಮದ್ ಕಮಾಂಡರ್ ಪಾಕ್ ಉಗ್ರ ಹೈದರ್‌ನನ್ನು ಭದ್ರತಾ ಪಡೆಗಳು ಹೊಡೆದುರುಳಿಸಿವೆ. ಕಾರ್ಯಾಚರಣೆ ಮುಂದುವರಿದಿದೆ ಎಂದು ಸೇನೆ ತಿಳಿಸಿದೆ. bbox=[499, 1812, 1138, 1840]
zodiac-icon: ♎ bbox=[192, 963, 208, 979]
brand-logo bbox=[51, 38, 345, 116]
lead-col-3: ಸಂಗ್ರಹವಾದ ನೀರು ಜಲಾಶಯದ ಗರಿಷ್ಠ ಮಟ್ಟ ತಲುಪುವ ಮುನ್ನವೇ ಹೆಚ್ಚುವರಿ ನೀರು ಹೊರಬಿಡಲು ನಿರ್ಧರಿಸಲಾಗಿದ್ದು, ನದಿ ಪಾತ್ರದ ಗ್ರಾಮಗಳಲ್ಲಿ ಡಂಗೂರ ಸಾರಲಾಗುತ್ತಿದೆ. ಲಿಂಗನಮಕ್ಕಿ ಜಲಾಶಯದ ಇತಿಹಾಸದಲ್ಲಿ ಈ ಬಾರಿ ಜುಲೈ ತಿಂಗಳಲ್ಲೇ ಬಹುತೇಕ ಭರ್ತಿಯಾಗಿದೆ. ಕಳೆದ 25 ವರ್ಷಗಳಲ್ಲಿ ಇಂಥ ಬೆಳವಣಿಗೆ ಕಂಡುಬಂದಿರಲಿಲ್ಲ. ಮೊದಲ ನೋಟಿಸ್: ವಿದ್ಯುತ್ ಉತ್ಪಾದನಾ ಕೇಂದ್ರಗಳಿಗೆ ಅಗತ್ಯವಿರುವ ನೀರನ್ನು ಸಂಗ್ರಹಿಸಿಕೊಂಡು ಹೆಚ್ಚುವರಿ ನೀರನ್ನು ಹೊರಬಿಡಲಾಗುತ್ತದೆ. ಜನರು ನದಿ ದಡಕ್ಕೆ ತೆರಳದಂತೆ ಸೂಚಿಸಲಾಗಿದೆ. ಜಲಾಶಯದ ಗರಿಷ್ಠ ಮಟ್ಟ 1819 ಅಡಿಯಾಗಿದ್ದು, ಪ್ರಸ್ತುತ 1795 ಅಡಿ ತಲುಪಿದೆ. ಒಳಹರಿವು ಮುಂದುವರಿದರೆ ಯಾವುದೇ ಸಂದರ್ಭದಲ್ಲಿ ನೀರು ಹೊರಬಿಡುವ ಸಾಧ್ಯತೆ ಇದೆ. ರಾಜ್ಯಕ್ಕೆ ಅತಿಹೆಚ್ಚು ಪ್ರಮಾಣದಲ್ಲಿ ವಿದ್ಯುತ್ ಪೂರೈಸುವ ಲಿಂಗನಮಕ್ಕಿ ಜಲಾಶಯವು ಈ ಬಾರಿ ಅವಧಿಗಿಂತ ಮೊದಲೇ ಭರ್ತಿಯ ಹಂತ ತಲುಪಿದೆ. ಜಲಾಶಯದ ಒಳಹರಿವು ಹೆಚ್ಚಿದ ಹಿನ್ನೆಲೆಯಲ್ಲಿ ಕ್ರಸ್ಟ್‌ಗೇಟ್ ತೆರೆಯುವ ಸಾಧ್ಯತೆ ಇದ್ದು, ನದಿಪಾತ್ರದ ಜನರು ಎಚ್ಚರಿಕೆ ವಹಿಸುವಂತೆ ಕೆಪಿಸಿ ನೋಟಿಸ್ ನೀಡಿದೆ. bbox=[937, 760, 1215, 959]
brand-emblem-icon bbox=[102, 51, 133, 82]
sign-header bbox=[192, 963, 323, 979]
sign-text: ಇಂದು ಮಹತ್ವದ ನಿರ್ಧಾರವೊಂದನ್ನು ಕೈಗೊಳ್ಳಲಿದ್ದೀರಿ. ಮನೆಯಲ್ಲಿ ಸಂತಸದ ವಾತಾವರಣ. bbox=[78, 981, 183, 1020]
brand-tagline: ರಾಷ್ಟ್ರ ಜಾಗೃತಿಯ ಧ್ವನಿ bbox=[141, 88, 213, 100]
body3c: ಜಲಾಶಯದ ಗರಿಷ್ಠ ಮಟ್ಟ 1819 ಅಡಿಯಾಗಿದ್ದು, ಪ್ರಸ್ತುತ 1795 ಅಡಿ ತಲುಪಿದೆ. ಒಳಹರಿವು ಮುಂದುವರಿದರೆ ಯಾವುದೇ ಸಂದರ್ಭದಲ್ಲಿ ನೀರು ಹೊರಬಿಡುವ ಸಾಧ್ಯತೆ ಇದೆ. bbox=[937, 864, 1215, 909]
sign-header bbox=[58, 1238, 189, 1254]
lead-story bbox=[332, 630, 1215, 1218]
zodiac-icon: ♌ bbox=[58, 1513, 74, 1529]
zodiac-icon: ♏ bbox=[192, 1100, 208, 1117]
highlight-2: ಆಯ್ದ ಮತ್ತು ಹಿಂದುಳಿದ ಜಿಲ್ಲೆಗಳು bbox=[989, 1583, 1115, 1596]
body1b: ರಾಜ್ಯಕ್ಕೆ ಅತಿಹೆಚ್ಚು ಪ್ರಮಾಣದಲ್ಲಿ ವಿದ್ಯುತ್ ಪೂರೈಸುವ ಲಿಂಗನಮಕ್ಕಿ ಜಲಾಶಯವು ಈ ಬಾರಿ ಅವಧಿಗಿಂತ ಮೊದಲೇ ಭರ್ತಿಯ ಹಂತ ತಲುಪಿದೆ. ಜಲಾಶಯದ ಒಳಹರಿವು ಹೆಚ್ಚಿದ ಹಿನ್ನೆಲೆಯಲ್ಲಿ ಕ್ರಸ್ಟ್‌ಗೇಟ್ ತೆರೆಯುವ ಸಾಧ್ಯತೆ ಇದ್ದು, ನದಿಪಾತ್ರದ ಜನರು ಎಚ್ಚರಿಕೆ ವಹಿಸುವಂತೆ ಕೆಪಿಸಿ ನೋಟಿಸ್ ನೀಡಿದೆ. bbox=[579, 1060, 924, 1105]
body5: ವಿದ್ಯುತ್ ಉತ್ಪಾದನಾ ಕೇಂದ್ರಗಳಿಗೆ ಅಗತ್ಯವಿರುವ ನೀರನ್ನು ಸಂಗ್ರಹಿಸಿಕೊಂಡು ಹೆಚ್ಚುವರಿ ನೀರನ್ನು ಹೊರಬಿಡಲಾಗುತ್ತದೆ. ಜನರು ನದಿ ದಡಕ್ಕೆ ತೆರಳದಂತೆ ಸೂಚಿಸಲಾಗಿದೆ. bbox=[937, 831, 1215, 876]
byline-name: ಜಿ. ನಾಗೇಶ್ ಸಾಗರ bbox=[341, 758, 411, 771]
body1: ರಾಜ್ಯಕ್ಕೆ ಅತಿಹೆಚ್ಚು ಪ್ರಮಾಣದಲ್ಲಿ ವಿದ್ಯುತ್ ಪೂರೈಸುವ ಲಿಂಗನಮಕ್ಕಿ ಜಲಾಶಯವು ಈ ಬಾರಿ ಅವಧಿಗಿಂತ ಮೊದಲೇ ಭರ್ತಿಯ ಹಂತ ತಲುಪಿದೆ. ಜಲಾಶಯದ ಒಳಹರಿವು ಹೆಚ್ಚಿದ ಹಿನ್ನೆಲೆಯಲ್ಲಿ ಕ್ರಸ್ಟ್‌ಗೇಟ್ ತೆರೆಯುವ ಸಾಧ್ಯತೆ ಇದ್ದು, ನದಿಪಾತ್ರದ ಜನರು ಎಚ್ಚರಿಕೆ ವಹಿಸುವಂತೆ ಕೆಪಿಸಿ ನೋಟಿಸ್ ನೀಡಿದೆ. bbox=[332, 783, 569, 844]
sign-text: ಕೆಲವು ಕೆಲಸಗಳಲ್ಲಿ ವಿಳಂಬ. ತಾಳ್ಮೆಯಿಂದ ಮುನ್ನಡೆಯಿರಿ. bbox=[212, 1256, 290, 1281]
headline: ಕರೆದಾಕಣ ಉದ್ಯಮಿಗಳು ಹೋಗಲ್ಲ: ಎಂಬಿಪಾ bbox=[1239, 633, 1514, 694]
question-3: ಹೃದಯಾಘಾತದ ಸಂಬಂಧ ಮುಂದಿನ ಕಾರ್ಯಸೂಚಿಗಳೇನು? bbox=[868, 1993, 1050, 2005]
body-text: ದೇಶದ ಕೃಷಿ ವಲಯದ ಬಲವರ್ಧನೆಗೆ ಕೇಂದ್ರ ಸಚಿವ ಸಂಪುಟ ಮಹತ್ವದ ಯೋಜನೆಗೆ ಅನುಮೋದನೆ ನೀಡಿದೆ. 1.7 ಕೋಟಿ ರೈತರಿಗೆ ಪ್ರಯೋಜನ ಸಿಗಲಿದೆ. ಪ್ರತಿವರ್ಷ 24,000 ಕೋಟಿ ರೂ. ವೆಚ್ಚ ಮಾಡಲಾಗುವುದು. 100 ಜಿಲ್ಲೆಗಳಲ್ಲಿ ಈ ಯೋಜನೆ ಅನುಷ್ಠಾನಗೊಳ್ಳಲಿದೆ ಎಂದು ಅಧಿಕಾರಿಗಳು ತಿಳಿಸಿದರು. bbox=[989, 1419, 1245, 1481]
kidi-nudi bbox=[51, 630, 320, 905]
body-text: ಪ್ರಸಕ್ತ ದೇಶಾದ್ಯಂತ 950 ಶಾಖೆಗಳನ್ನು ಹೊಂದಿದ್ದು, 1.82 ಲಕ್ಷ ಕೋಟಿ ರೂ. ವಹಿವಾಟು ನಡೆಸುತ್ತಿದೆ. ಇದನ್ನು 3 ಲಕ್ಷ ಕೋಟಿ ರೂ.ವರೆಗೆ ವಿಸ್ತರಿಸಲು ತೀರ್ಮಾನಿಸಿದ್ದು ಗುರಿ ಹೊಂದಲಾಗಿದೆ. ಇದಕ್ಕಾಗಿ ಕೃಷಿ, ಗೃಹ ಮತ್ತಿತರ ವಲಯಗಳನ್ನು ಆದ್ಯತೆ ನೀಡಿದ ಯೋಜನೆ ಹೊಂದಲಾಗಿದೆ ಎಂದರು. ಬೆಂಗಳೂರಿನ ಪ್ರಧಾನ ಕಚೇರಿಯಲ್ಲಿ ಮಂಗಳವಾರ ಬ್ಯಾಂಕಿನ ಅಧ್ಯಕ್ಷರು ಸೇರಿದಂತೆ ಅಧಿಕಾರಿಗಳೊಂದಿಗೆ ಸಭೆ ನಡೆಸಿ ಗ್ರಾಹಕರ ಹಿತ ಕಾಯ್ದುಕೊಳ್ಳುವ ನಿಟ್ಟಿನಲ್ಲಿ ಹಲವು ನಿರ್ಣಯಗಳನ್ನು ಕೈಗೊಳ್ಳಲಾಗಿದೆ. ಇಷ್ಟೇ ಅಲ್ಲದೆ ಬ್ಯಾಂಕಿನ ಎಲ್ಲಾ ಶಾಖೆಗಳಲ್ಲಿ ಡಿಜಿಟಲ್ ಸೇವೆ ವಿಸ್ತರಣೆ ಮಾಡಲಾಗುತ್ತಿದೆ ಎಂದು ಹೇಳಿದರು. bbox=[51, 201, 294, 329]
dateline: ಪುತ್ತೂರು bbox=[51, 201, 79, 212]
date-day: ಗುರುವಾರ bbox=[1336, 72, 1386, 90]
encounter-label: ಜೆಇಎಂ ಕಮಾಂಡರ್ ಪಾಕ್ ಉಗ್ರ ಹೈದರ್ ಎನ್‌ಕೌಂಟರ್ bbox=[364, 1794, 473, 1857]
sign-header bbox=[192, 1238, 323, 1254]
answer-3: ಸರ್ಕಾರ ಉಚಿತ ಹೃದಯ ತಪಾಸಣೆ ಶಿಬಿರಗಳನ್ನು ಆಯೋಜಿಸಲಿದೆ. ಜನರು ನಿಯಮಿತ ವ್ಯಾಯಾಮ ಹಾಗೂ ಆರೋಗ್ಯಕರ ಆಹಾರ ಸೇವಿಸಬೇಕು ಎಂದು ಸಲಹೆ ನೀಡಿದರು. bbox=[868, 2010, 1111, 2054]
story-internal bbox=[1132, 1896, 1515, 2357]
body-text-4: ಸರ್ಕಾರ ನ್ಯಾಯಯುತ ಮತ್ತು ಸಾಂವಿಧಾನಿಕ ಮಾರ್ಗದಲ್ಲಿ ಹಿಂದುಳಿದ ವರ್ಗಗಳಿಗೆ ಮೀಸಲಾತಿ ನೀಡಬೇಕು. ಜಾತಿಗಣತಿ ವರದಿ ಜಾರಿಗೆ ಮುನ್ನ ಎಲ್ಲ ಸಮುದಾಯಗಳ ಅಭಿಪ್ರಾಯ ಪಡೆಯಬೇಕು ಎಂದು ಮುಖಂಡರು ಆಗ್ರಹಿಸಿದರು. ರಾಜ್ಯ ಸರ್ಕಾರ ಹೊಸದಾಗಿ ಸಮೀಕ್ಷೆ ನಡೆಸಲು ಮುಂದಾಗಿದೆ. bbox=[332, 1438, 633, 1499]
side-body: ಬಾಹ್ಯಾಕಾಶ ಯಾತ್ರೆ ಪೂರ್ಣಗೊಳಿಸಿ ಭೂಮಿಗೆ ಮರಳಿದ ಭಾರತೀಯ ಗಗನಯಾತ್ರಿ ಶುಭಾಂಶು ಶುಕ್ಲಾ ಅವರ ಸಾಧನೆಯನ್ನು ಕೇಂದ್ರ ಸಚಿವ ಸಂಪುಟ ಶ್ಲಾಘಿಸಿದೆ. ಇದು ದೇಶಕ್ಕೆ ಹೆಮ್ಮೆಯ ಕ್ಷಣ ಎಂದು ಬಣ್ಣಿಸಿದೆ. bbox=[1264, 1492, 1507, 1537]
body-text-2: ಮೈಸೂರಿನಲ್ಲಿ ನಡೆದ ಸಮಾವೇಶ ಕಾಂಗ್ರೆಸ್‌ನ ಆಂತರಿಕ ಸಂಘರ್ಷದ ಶಕ್ತಿ ಪ್ರದರ್ಶನವಾಗಿದೆ ಎಂದು ಸಂಸದ ಬಸವರಾಜ ಬೊಮ್ಮಾಯಿ ಹೇಳಿದರು. ಮುಖ್ಯಮಂತ್ರಿ ಸ್ಥಾನಕ್ಕಾಗಿ ಪೈಪೋಟಿ ನಡೆಯುತ್ತಿದೆ. ಸರ್ಕಾರ ಅಭಿವೃದ್ಧಿ ಕಾರ್ಯಗಳನ್ನು ಮರೆತಿದೆ. ಜನರ ಸಮಸ್ಯೆಗಳಿಗೆ ಸ್ಪಂದಿಸುತ್ತಿಲ್ಲ ಎಂದು ಟೀಕಿಸಿದರು. bbox=[1250, 2033, 1515, 2095]
horoscope-sign bbox=[58, 1100, 189, 1145]
sign-text: ನಿಮ್ಮ ನಿರ್ಧಾರಕ್ಕೆ ಕುಟುಂಬದ ಬೆಂಬಲ. ಆರೋಗ್ಯ ಉತ್ತಮ. bbox=[78, 1394, 187, 1418]
body-text: ಕರ್ನಾಟಕದಿಂದ ಯಾವುದೇ ಉದ್ಯಮಿಗಳು ಬೇರೆ ರಾಜ್ಯಕ್ಕೆ ಹೋಗುವುದಿಲ್ಲ. ನಮ್ಮ ರಾಜ್ಯದಲ್ಲಿ ಕೈಗಾರಿಕೆಗಳಿಗೆ ಉತ್ತಮ ವಾತಾವರಣ ಇದೆ ಎಂದು ಕೈಗಾರಿಕಾ ಸಚಿವ ಎಂ.ಬಿ. ಪಾಟೀಲ ಹೇಳಿದರು. ದೇವನಹಳ್ಳಿ ಭೂಸ್ವಾಧೀನ ವಿಚಾರದಲ್ಲಿ ರೈತರ ಹಿತ ಕಾಪಾಡಲಾಗುವುದು. ಏರೋಸ್ಪೇಸ್ ಪಾರ್ಕ್ ಅಭಿವೃದ್ಧಿಗೆ ಸರ್ಕಾರ ಬದ್ಧವಾಗಿದೆ. ಸಾವಿರಾರು ಕೋಟಿ ರೂ. ಹೂಡಿಕೆ ಹರಿದು ಬರುತ್ತಿದೆ ಎಂದರು. bbox=[1239, 713, 1517, 791]
headline: ಉತ್ತರ ಕರ್ನಾಟಕದಲ್ಲೂ ಸಾಧನಾ ಸಮಾವೇಶ: ಸಚಿವ bbox=[1132, 146, 1407, 215]
rahukala-box bbox=[134, 1797, 288, 1840]
subhead: 25 ವರ್ಷದಲ್ಲಿ ಮೊದಲು bbox=[332, 853, 413, 865]
story-agri bbox=[978, 1366, 1515, 1775]
headline: ಜಾಗತಿಕ ಮಾದಕವಸ್ತು ಉಗ್ರ ಜಾಲ! bbox=[989, 1231, 1333, 1267]
zodiac-icon: ♐ bbox=[192, 1238, 208, 1254]
registration-marks-right bbox=[1272, 2360, 1324, 2373]
question-2b: ಹಠಾತ್ ಸಾವಿನ ಪ್ರಕರಣಗಳ ಸಂಖ್ಯೆ ಏರಿಕೆಗೆ ಕಾರಣವೇನು? bbox=[618, 2010, 794, 2021]
story-body: ಪುತ್ತೂರು ● ಜಮ್ಮು-ಕಾಶ್ಮೀರದ ಉಗ್ರರು ಮತ್ತು ಮಾದಕ ವಸ್ತು ಕಳ್ಳಸಾಗಣೆದಾರರ ನಡುವಿನ ನಂಟು ಬಯಲಾಗಿದ್ದು, ಎನ್ಐಎ ತನಿಖೆ ನಡೆಸುತ್ತಿದೆ. ಸುಮಾರು 40ಕ್ಕೂ ಹೆಚ್ಚು ಆರೋಪಿಗಳನ್ನು ಗುರುತಿಸಲಾಗಿದೆ. bbox=[989, 1288, 1517, 1316]
zodiac-icon: ♓ bbox=[192, 1650, 208, 1667]
sign-text: ಬಂಧುಮಿತ್ರರ ಭೇಟಿ. ವ್ಯವಹಾರದಲ್ಲಿ ಲಾಭ ದೊರೆಯಲಿದೆ. bbox=[78, 1256, 178, 1281]
sign-name: ಮೀನ bbox=[212, 1651, 232, 1664]
story-body: ಹಾವೇರಿ: ಮೈಸೂರಿನಲ್ಲಿ ಸಾಧನಾ ಸಮಾವೇಶ ನಡೆಸುವ ಮೂಲಕ ಸಿದ್ದರಾಮಯ್ಯ ಶಕ್ತಿ ಪ್ರದರ್ಶನ ಮಾಡಿದ್ದಾರೆ. ಅದೇ ಮಾದರಿಯಲ್ಲಿ ಉತ್ತರ ಕರ್ನಾಟಕದಲ್ಲೂ ಸಾಧನಾ ಸಮಾವೇಶ ಮಾಡುವ ಉದ್ದೇಶ ಇದೆ ಎಂದು ಸಚಿವರು ತಿಳಿಸಿದರು. ನಗರದಲ್ಲಿ ಗುರುವಾರ ಸುದ್ದಿಗಾರರೊಂದಿಗೆ ಮಾತನಾಡಿದ ಅವರು, ಪಕ್ಷದ ಹೈಕಮಾಂಡ್ ತೀರ್ಮಾನಕ್ಕೆ ಎಲ್ಲರೂ ಬದ್ಧರಾಗಿದ್ದೇವೆ. ಸರ್ಕಾರದ ಸಾಧನೆಗಳನ್ನು ಜನರಿಗೆ ತಲುಪಿಸುವುದು ನಮ್ಮ ಉದ್ದೇಶ ಎಂದರು. ಮೈಸೂರಿನಲ್ಲಿ ಸಾಧನಾ ಸಮಾವೇಶ ನಡೆಸುವ ಮೂಲಕ ಸಿದ್ದರಾಮಯ್ಯ ಶಕ್ತಿ ಪ್ರದರ್ಶನ ಮಾಡಿದ್ದಾರೆ. ಅದೇ ಮಾದರಿಯಲ್ಲಿ ಉತ್ತರ ಕರ್ನಾಟಕದಲ್ಲೂ ಸಾಧನಾ ಸಮಾವೇಶ ಮಾಡುವ ಉದ್ದೇಶ ಇದೆ ಎಂದು ಸಚಿವರು ತಿಳಿಸಿದರು. ನಗರದಲ್ಲಿ ಗುರುವಾರ ಸುದ್ದಿಗಾರರೊಂದಿಗೆ ಮಾತನಾಡಿದ ಅವರು, ಪಕ್ಷದ ಹೈಕಮಾಂಡ್ ತೀರ್ಮಾನಕ್ಕೆ ಎಲ್ಲರೂ ಬದ್ಧರಾಗಿದ್ದೇವೆ. ಸರ್ಕಾರದ ಸಾಧನೆಗಳನ್ನು ಜನರಿಗೆ ತಲುಪಿಸುವುದು ನಮ್ಮ ಉದ್ದೇಶ ಎಂದರು. bbox=[1132, 233, 1515, 361]
horoscope-sign bbox=[192, 963, 323, 1007]
answer-1: ಕೋವಿಡ್ ಲಸಿಕೆಯಿಂದ ಹೃದಯಾಘಾತ ಸಂಭವಿಸುತ್ತಿದೆ ಎಂಬುದಕ್ಕೆ ಯಾವುದೇ ವೈಜ್ಞಾನಿಕ ಆಧಾರವಿಲ್ಲ. ಆಹಾರ ಪದ್ಧತಿ, ಒತ್ತಡ ಹಾಗೂ ಜೀವನಶೈಲಿಯೇ ಪ್ರಮುಖ ಕಾರಣ ಎಂದು ತಜ್ಞ ವೈದ್ಯರು ಹೇಳಿದ್ದಾರೆ. bbox=[369, 1993, 606, 2038]
story-backward bbox=[332, 1231, 966, 1775]
sign-header bbox=[58, 1375, 189, 1392]
question-1: ಕೋವಿಡ್ ಲಸಿಕೆಯಿಂದ ಹೃದಯಾಘಾತ ಪ್ರಕರಣಗಳು ಹೆಚ್ಚಾಗುತ್ತಿವೆ ಎಂಬುದು ನಿಜವೇ? bbox=[369, 1960, 606, 1988]
sign-text: ಸಂಗಾತಿಯೊಂದಿಗೆ ಸೌಹಾರ್ದ. ಹಳೆಯ ಸಮಸ್ಯೆ ನಿವಾರಣೆ. bbox=[78, 1669, 185, 1693]
sign-name: ಕಟಕ bbox=[78, 1376, 95, 1389]
story-industry bbox=[1228, 630, 1515, 1218]
kicker: 25 ವರ್ಷಗಳ ನಂತರ ಅವಧಿಗಿಂತ ಮೊದಲೆ ಬೆಡ್ ಲೆವೆಲ್ ತಲುಪಿದ ಲಿಂಗನಮಕ್ಕಿ ಜಲಾಶಯ bbox=[345, 630, 976, 656]
sign-header bbox=[192, 1513, 323, 1529]
horoscope-sign bbox=[58, 1238, 189, 1282]
sign-name: ತುಲಾ bbox=[212, 964, 233, 977]
subhead3: ಮೊದಲ ನೋಟಿಸ್ bbox=[937, 831, 1003, 842]
quote-mark-icon: “ bbox=[310, 190, 348, 257]
body-text: ಜಮ್ಮು-ಕಾಶ್ಮೀರದ ಉಗ್ರರು ಮತ್ತು ಮಾದಕ ವಸ್ತು ಕಳ್ಳಸಾಗಣೆದಾರರ ನಡುವಿನ ನಂಟು ಬಯಲಾಗಿದ್ದು, ಎನ್ಐಎ ತನಿಖೆ ನಡೆಸುತ್ತಿದೆ. ಸುಮಾರು 40ಕ್ಕೂ ಹೆಚ್ಚು ಆರೋಪಿಗಳನ್ನು ಗುರುತಿಸಲಾಗಿದೆ. bbox=[989, 1288, 1517, 1316]
body3: ಜಲಾಶಯದ ಗರಿಷ್ಠ ಮಟ್ಟ 1819 ಅಡಿಯಾಗಿದ್ದು, ಪ್ರಸ್ತುತ 1795 ಅಡಿ ತಲುಪಿದೆ. ಒಳಹರಿವು ಮುಂದುವರಿದರೆ ಯಾವುದೇ ಸಂದರ್ಭದಲ್ಲಿ ನೀರು ಹೊರಬಿಡುವ ಸಾಧ್ಯತೆ ಇದೆ. bbox=[332, 907, 569, 952]
headline: ಆಹಾರ ಪದ್ಧತಿ, ಒತ್ತಡದಿಂದ ಹೃದಯಾಘಾತ bbox=[372, 1896, 864, 1938]
box1-title: ವರದಿ ಸ್ವೀಕರಿಸದಂತೆ ಸೂಚಿಸಿದ್ದರು ಎಚ್‌ಕೆ bbox=[655, 1295, 857, 1313]
body-text-3: ಕರ್ನಾಟಕದಿಂದ ಯಾವುದೇ ಉದ್ಯಮಿಗಳು ಬೇರೆ ರಾಜ್ಯಕ್ಕೆ ಹೋಗುವುದಿಲ್ಲ. ನಮ್ಮ ರಾಜ್ಯದಲ್ಲಿ ಕೈಗಾರಿಕೆಗಳಿಗೆ ಉತ್ತಮ ವಾತಾವರಣ ಇದೆ ಎಂದು ಕೈಗಾರಿಕಾ ಸಚಿವ ಎಂ.ಬಿ. ಪಾಟೀಲ ಹೇಳಿದರು. ದೇವನಹಳ್ಳಿ ಭೂಸ್ವಾಧೀನ ವಿಚಾರದಲ್ಲಿ ರೈತರ ಹಿತ ಕಾಪಾಡಲಾಗುವುದು. ಏರೋಸ್ಪೇಸ್ ಪಾರ್ಕ್ ಅಭಿವೃದ್ಧಿಗೆ ಸರ್ಕಾರ ಬದ್ಧವಾಗಿದೆ. ಸಾವಿರಾರು ಕೋಟಿ ರೂ. ಹೂಡಿಕೆ ಹರಿದು ಬರುತ್ತಿದೆ ಎಂದರು. bbox=[1239, 846, 1517, 924]
body-text: ಉದಂಪುರ ಜಿಲ್ಲೆಯ ಬಸಂತಗಢ ಅರಣ್ಯದಲ್ಲಿ ನಡೆದ ಕಾರ್ಯಾಚರಣೆಯಲ್ಲಿ ಜೈಶ್-ಎ-ಮೊಹಮ್ಮದ್ ಕಮಾಂಡರ್ ಪಾಕ್ ಉಗ್ರ ಹೈದರ್‌ನನ್ನು ಭದ್ರತಾ ಪಡೆಗಳು ಹೊಡೆದುರುಳಿಸಿವೆ. ಕಾರ್ಯಾಚರಣೆ ಮುಂದುವರಿದಿದೆ ಎಂದು ಸೇನೆ ತಿಳಿಸಿದೆ. bbox=[499, 1795, 1138, 1824]
horoscope-sign bbox=[58, 963, 189, 1021]
story-body: ಪುತ್ತೂರು ● ಪ್ರಸಕ್ತ ದೇಶಾದ್ಯಂತ 950 ಶಾಖೆಗಳನ್ನು ಹೊಂದಿದ್ದು, 1.82 ಲಕ್ಷ ಕೋಟಿ ರೂ. ವಹಿವಾಟು ನಡೆಸುತ್ತಿದೆ. ಇದನ್ನು 3 ಲಕ್ಷ ಕೋಟಿ ರೂ.ವರೆಗೆ ವಿಸ್ತರಿಸಲು ತೀರ್ಮಾನಿಸಿದ್ದು ಗುರಿ ಹೊಂದಲಾಗಿದೆ. ಇದಕ್ಕಾಗಿ ಕೃಷಿ, ಗೃಹ ಮತ್ತಿತರ ವಲಯಗಳನ್ನು ಆದ್ಯತೆ ನೀಡಿದ ಯೋಜನೆ ಹೊಂದಲಾಗಿದೆ ಎಂದರು. ಬೆಂಗಳೂರಿನ ಪ್ರಧಾನ ಕಚೇರಿಯಲ್ಲಿ ಮಂಗಳವಾರ ಬ್ಯಾಂಕಿನ ಅಧ್ಯಕ್ಷರು ಸೇರಿದಂತೆ ಅಧಿಕಾರಿಗಳೊಂದಿಗೆ ಸಭೆ ನಡೆಸಿ ಗ್ರಾಹಕರ ಹಿತ ಕಾಯ್ದುಕೊಳ್ಳುವ ನಿಟ್ಟಿನಲ್ಲಿ ಹಲವು ನಿರ್ಣಯಗಳನ್ನು ಕೈಗೊಳ್ಳಲಾಗಿದೆ. ಇಷ್ಟೇ ಅಲ್ಲದೆ ಬ್ಯಾಂಕಿನ ಎಲ್ಲಾ ಶಾಖೆಗಳಲ್ಲಿ ಡಿಜಿಟಲ್ ಸೇವೆ ವಿಸ್ತರಣೆ ಮಾಡಲಾಗುತ್ತಿದೆ ಎಂದು ಹೇಳಿದರು. bbox=[51, 201, 294, 329]
registration-marks bbox=[166, 2360, 217, 2373]
